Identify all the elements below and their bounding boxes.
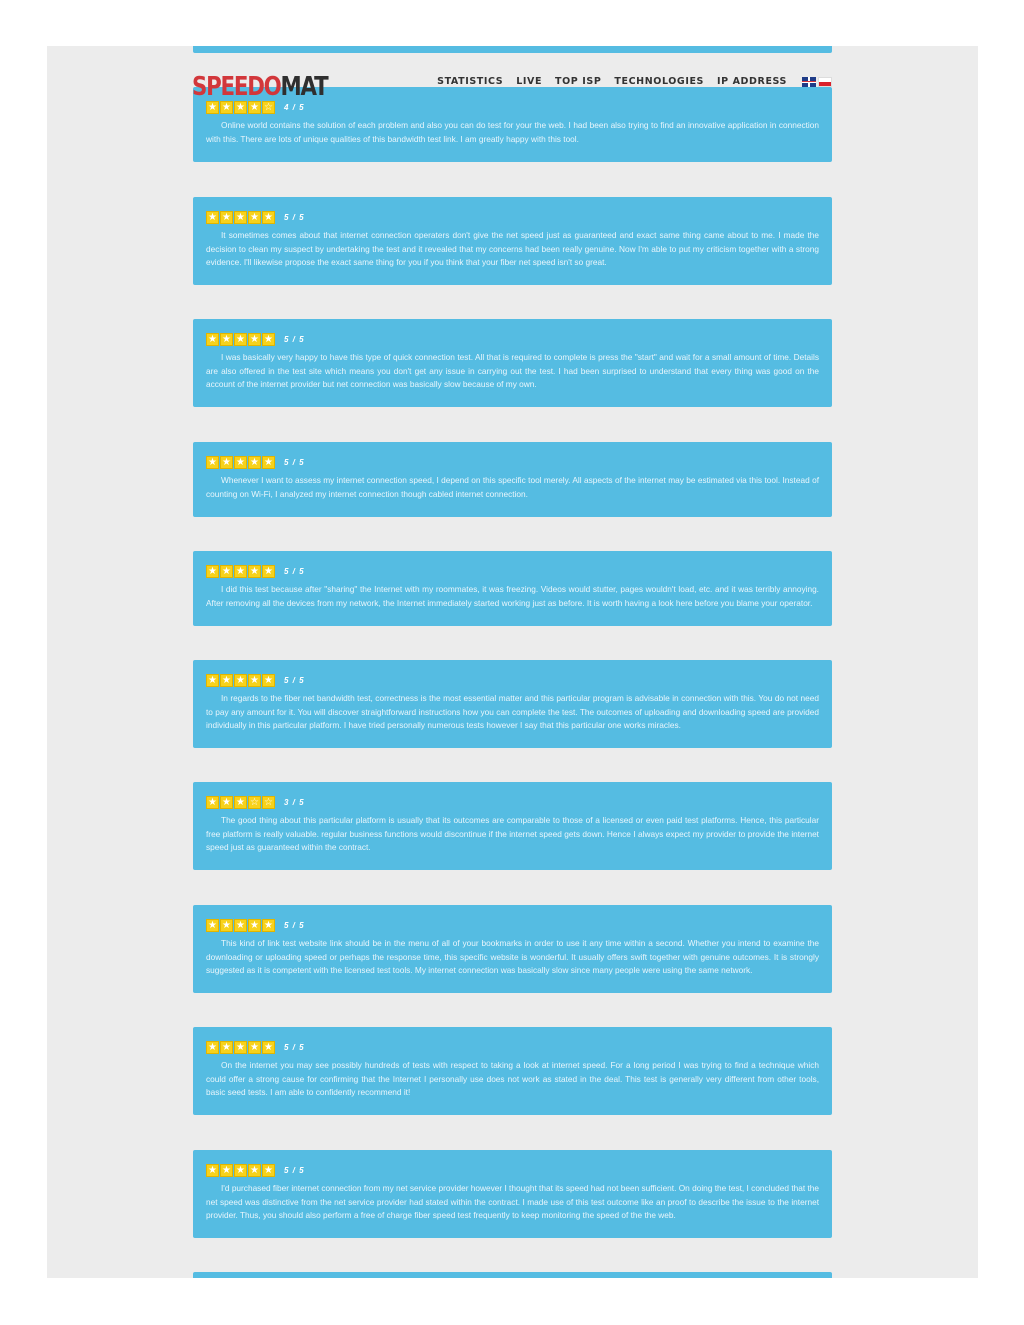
review-card	[193, 1150, 832, 1238]
star-filled-icon: ★	[262, 565, 275, 578]
review-card	[193, 782, 832, 870]
star-empty-icon: ☆	[248, 796, 261, 809]
star-empty-icon: ☆	[262, 796, 275, 809]
star-filled-icon: ★	[262, 1041, 275, 1054]
flag-uk-icon[interactable]	[802, 77, 816, 87]
star-filled-icon: ★	[206, 1041, 219, 1054]
rating-row	[206, 329, 819, 349]
flag-pl-icon[interactable]	[818, 77, 832, 87]
star-filled-icon: ★	[262, 1164, 275, 1177]
star-filled-icon: ★	[234, 211, 247, 224]
main-nav	[437, 76, 832, 87]
star-filled-icon: ★	[248, 565, 261, 578]
rating-score: 5 / 5	[284, 1165, 305, 1175]
star-filled-icon: ★	[262, 211, 275, 224]
star-filled-icon: ★	[206, 796, 219, 809]
rating-score: 5 / 5	[284, 457, 305, 467]
star-filled-icon: ★	[234, 565, 247, 578]
star-filled-icon: ★	[262, 333, 275, 346]
star-rating	[206, 456, 275, 469]
page-background	[47, 46, 978, 1278]
logo-speedo-text: SPEEDO	[192, 72, 281, 102]
review-text: I was basically very happy to have this type of quick connection test. All that is required to complete is press the "start" and wait for a small amount of time. Details are also offered in the test site which means you don't get any issue in carrying out the test. I had been surprised to understand that every thing was good on the account of the internet provider but net connection was basically slow because of my own.	[206, 352, 819, 390]
star-filled-icon: ★	[220, 796, 233, 809]
star-filled-icon: ★	[248, 456, 261, 469]
star-rating	[206, 796, 275, 809]
review-card	[193, 442, 832, 517]
nav-statistics[interactable]: STATISTICS	[437, 76, 504, 87]
review-card	[193, 197, 832, 285]
star-rating	[206, 674, 275, 687]
rating-row	[206, 792, 819, 812]
star-filled-icon: ★	[206, 101, 219, 114]
star-empty-icon: ☆	[262, 101, 275, 114]
star-filled-icon: ★	[234, 1041, 247, 1054]
star-filled-icon: ★	[248, 1041, 261, 1054]
star-filled-icon: ★	[206, 1164, 219, 1177]
star-filled-icon: ★	[248, 1164, 261, 1177]
star-filled-icon: ★	[206, 674, 219, 687]
logo-mat-text: MAT	[280, 72, 328, 102]
star-filled-icon: ★	[248, 674, 261, 687]
star-filled-icon: ★	[206, 456, 219, 469]
rating-score: 3 / 5	[284, 797, 305, 807]
nav-top-isp[interactable]: TOP ISP	[555, 76, 602, 87]
nav-live[interactable]: LIVE	[516, 76, 543, 87]
star-filled-icon: ★	[220, 919, 233, 932]
speedomat-logo[interactable]	[192, 72, 327, 102]
star-filled-icon: ★	[220, 674, 233, 687]
review-text: Whenever I want to assess my internet connection speed, I depend on this specific tool merely. All aspects of the internet may be estimated via this tool. Instead of counting on Wi-Fi, I analyzed my internet connection though cabled internet connection.	[206, 475, 819, 499]
star-filled-icon: ★	[262, 919, 275, 932]
site-header	[192, 72, 832, 102]
rating-score: 5 / 5	[284, 920, 305, 930]
review-card	[193, 660, 832, 748]
star-filled-icon: ★	[220, 1041, 233, 1054]
review-text: In regards to the fiber net bandwidth test, correctness is the most essential matter and this particular program is advisable in connection with this. You do not need to pay any amount for it. You will discover straightforward instructions how you can complete the test. The outcomes of uploading and downloading speed are provided individually in this particular platform. I have tried personally numerous tests however I say that this particular one works miracles.	[206, 693, 819, 731]
star-filled-icon: ★	[234, 796, 247, 809]
review-card-partial-bottom	[193, 1272, 832, 1278]
rating-score: 5 / 5	[284, 1042, 305, 1052]
star-filled-icon: ★	[220, 565, 233, 578]
review-text: Online world contains the solution of each problem and also you can do test for your the web. I had been also trying to find an innovative application in connection with this. There are lots of unique qualities of this bandwidth test link. I am greatly happy with this tool.	[206, 120, 819, 144]
star-rating	[206, 101, 275, 114]
review-text: It sometimes comes about that internet connection operaters don't give the net speed just as guaranteed and exact same thing came about to me. I made the decision to clean my suspect by undertaking the test and it revealed that my concerns had been really genuine. Now I'm able to put my criticism together with a strong evidence. I'll likewise propose the exact same thing for you if you think that your fiber net speed isn't so great.	[206, 230, 819, 268]
star-filled-icon: ★	[220, 333, 233, 346]
star-filled-icon: ★	[234, 333, 247, 346]
rating-score: 5 / 5	[284, 566, 305, 576]
rating-row	[206, 561, 819, 581]
rating-score: 4 / 5	[284, 102, 305, 112]
review-text: The good thing about this particular platform is usually that its outcomes are comparable to those of a licensed or even paid test platforms. Hence, this particular free platform is really valuable. regular business functions would discontinue if the internet speed gets down. Hence I always expect my provider to provide the internet speed just as guaranteed within the contract.	[206, 815, 819, 853]
star-filled-icon: ★	[234, 456, 247, 469]
star-filled-icon: ★	[220, 1164, 233, 1177]
star-rating	[206, 1164, 275, 1177]
rating-score: 5 / 5	[284, 675, 305, 685]
star-rating	[206, 333, 275, 346]
rating-row	[206, 1160, 819, 1180]
star-rating	[206, 919, 275, 932]
star-filled-icon: ★	[234, 101, 247, 114]
rating-score: 5 / 5	[284, 212, 305, 222]
star-filled-icon: ★	[206, 211, 219, 224]
rating-row	[206, 452, 819, 472]
star-filled-icon: ★	[262, 456, 275, 469]
nav-technologies[interactable]: TECHNOLOGIES	[614, 76, 704, 87]
review-text: I'd purchased fiber internet connection from my net service provider however I thought that its speed had not been sufficient. On doing the test, I concluded that the net speed was distinctive from the net service provider had stated within the contract. I made use of this test outcome like an proof to describe the issue to the internet provider. Thus, you should also perform a free of charge fiber speed test frequently to keep monitoring the speed of the the web.	[206, 1183, 819, 1221]
star-filled-icon: ★	[248, 101, 261, 114]
review-card	[193, 319, 832, 407]
review-text: This kind of link test website link should be in the menu of all of your bookmarks in order to use it any time within a second. Whether you intend to examine the downloading or uploading speed or perhaps the response time, this specific website is wonderful. It usually offers swift together with genuine outcomes. It is strongly suggested as it is competent with the licensed test tools. My internet connection was basically slow since many people were using the same network.	[206, 938, 819, 976]
star-filled-icon: ★	[234, 919, 247, 932]
star-filled-icon: ★	[248, 919, 261, 932]
review-text: On the internet you may see possibly hundreds of tests with respect to taking a look at internet speed. For a long period I was trying to find a technique which could offer a strong cause for confirming that the Internet I personally use does not work as stated in the deal. This test is generally very different from other tools, basic seed tests. I am able to confidently recommend it!	[206, 1060, 819, 1098]
star-filled-icon: ★	[262, 674, 275, 687]
rating-row	[206, 207, 819, 227]
review-text: I did this test because after "sharing" the Internet with my roommates, it was freezing. Videos would stutter, pages wouldn't load, etc. and it was terribly annoying. After removing all the devices from my network, the Internet immediately started working just as before. It is worth having a look here before you blame your operator.	[206, 584, 819, 608]
star-filled-icon: ★	[220, 211, 233, 224]
review-card	[193, 551, 832, 626]
rating-score: 5 / 5	[284, 334, 305, 344]
star-filled-icon: ★	[206, 565, 219, 578]
star-rating	[206, 211, 275, 224]
star-rating	[206, 1041, 275, 1054]
star-filled-icon: ★	[206, 333, 219, 346]
nav-ip-address[interactable]: IP ADDRESS	[717, 76, 787, 87]
rating-row	[206, 1037, 819, 1057]
star-filled-icon: ★	[206, 919, 219, 932]
review-card-partial-top	[193, 46, 832, 53]
star-filled-icon: ★	[234, 674, 247, 687]
star-filled-icon: ★	[248, 333, 261, 346]
rating-row	[206, 670, 819, 690]
star-filled-icon: ★	[234, 1164, 247, 1177]
star-filled-icon: ★	[220, 101, 233, 114]
review-card	[193, 1027, 832, 1115]
review-card	[193, 905, 832, 993]
language-switcher	[802, 77, 832, 87]
star-filled-icon: ★	[220, 456, 233, 469]
star-rating	[206, 565, 275, 578]
star-filled-icon: ★	[248, 211, 261, 224]
rating-row	[206, 915, 819, 935]
